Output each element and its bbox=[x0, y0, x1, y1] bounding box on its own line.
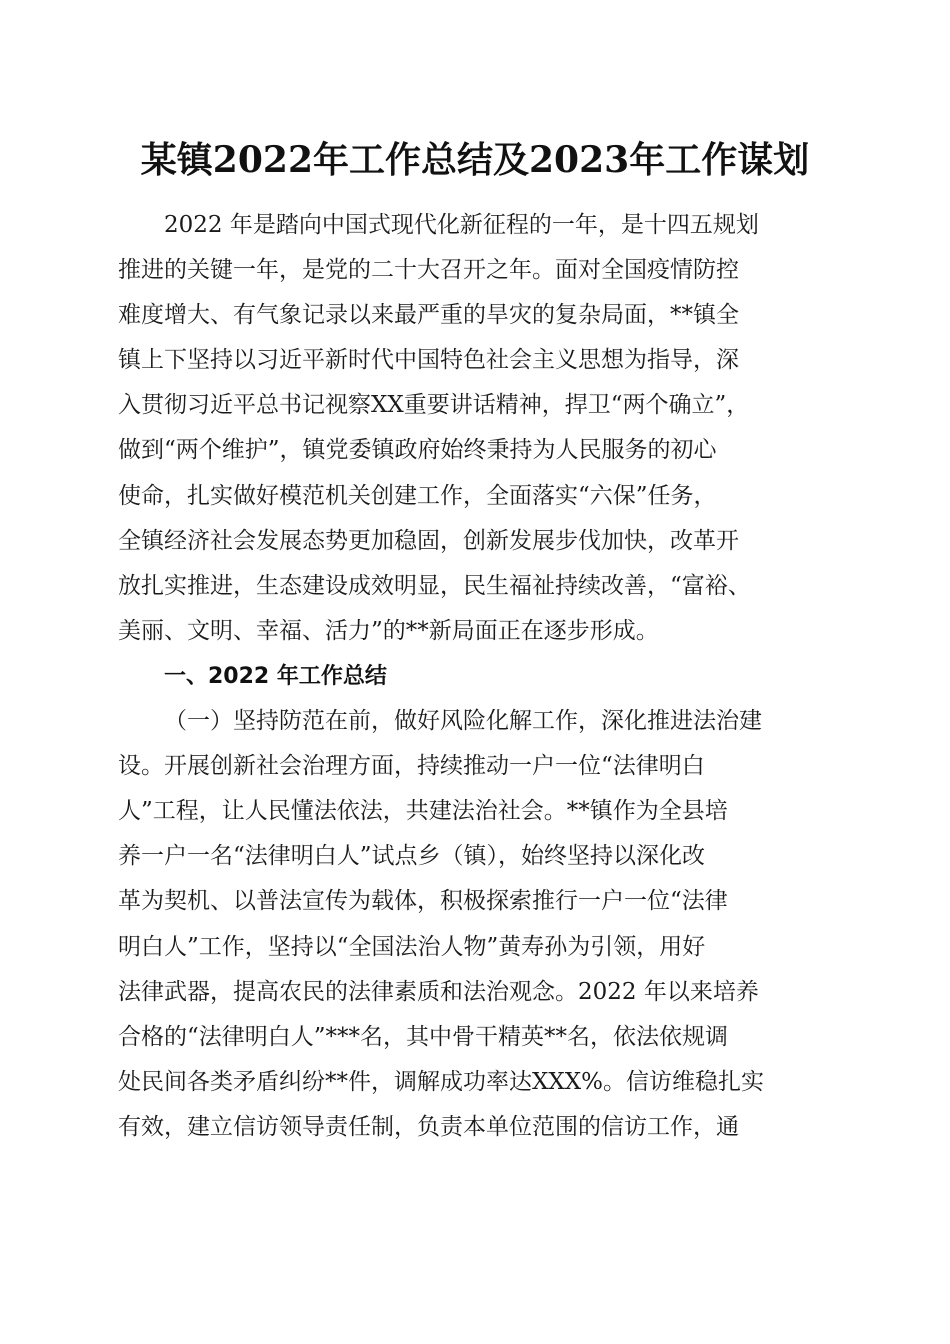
body-line-1: 2022 年是踏向中国式现代化新征程的一年，是十四五规划 bbox=[164, 212, 759, 238]
body-line-15: 养一户一名“法律明白人”试点乡（镇），始终坚持以深化改 bbox=[118, 843, 706, 870]
body-line-19: 合格的“法律明白人”***名，其中骨干精英**名，依法依规调 bbox=[118, 1023, 729, 1050]
document-body bbox=[118, 203, 830, 1150]
body-line-7: 使命，扎实做好模范机关创建工作，全面落实“六保”任务， bbox=[118, 482, 717, 509]
body-line-14: 人”工程，让人民懂法依法，共建法治社会。**镇作为全县培 bbox=[118, 798, 728, 825]
body-line-20: 处民间各类矛盾纠纷**件，调解成功率达XXX%。信访维稳扎实 bbox=[118, 1068, 764, 1095]
body-line-3: 难度增大、有气象记录以来最严重的旱灾的复杂局面，**镇全 bbox=[118, 302, 739, 329]
body-line-9: 放扎实推进，生态建设成效明显，民生福祉持续改善，“富裕、 bbox=[118, 572, 751, 599]
body-line-2: 推进的关键一年，是党的二十大召开之年。面对全国疫情防控 bbox=[118, 257, 739, 284]
document-title: 某镇2022年工作总结及2023年工作谋划 bbox=[140, 139, 810, 181]
body-line-4: 镇上下坚持以习近平新时代中国特色社会主义思想为指导，深 bbox=[118, 347, 739, 374]
body-line-21: 有效，建立信访领导责任制，负责本单位范围的信访工作，通 bbox=[118, 1113, 739, 1140]
body-line-10: 美丽、文明、幸福、活力”的**新局面正在逐步形成。 bbox=[118, 617, 659, 644]
body-line-8: 全镇经济社会发展态势更加稳固，创新发展步伐加快，改革开 bbox=[118, 527, 739, 554]
body-line-16: 革为契机、以普法宣传为载体，积极探索推行一户一位“法律 bbox=[118, 888, 728, 915]
body-line-6: 做到“两个维护”，镇党委镇政府始终秉持为人民服务的初心 bbox=[118, 437, 717, 464]
body-line-13: 设。开展创新社会治理方面，持续推动一户一位“法律明白 bbox=[118, 753, 705, 780]
body-line-12: （一）坚持防范在前，做好风险化解工作，深化推进法治建 bbox=[164, 708, 762, 735]
body-line-5: 入贯彻习近平总书记视察XX重要讲话精神，捍卫“两个确立”， bbox=[118, 392, 750, 419]
body-line-18: 法律武器，提高农民的法律素质和法治观念。2022 年以来培养 bbox=[118, 978, 759, 1005]
section-heading: 一、2022 年工作总结 bbox=[164, 663, 387, 689]
body-line-17: 明白人”工作，坚持以“全国法治人物”黄寿孙为引领，用好 bbox=[118, 933, 706, 960]
